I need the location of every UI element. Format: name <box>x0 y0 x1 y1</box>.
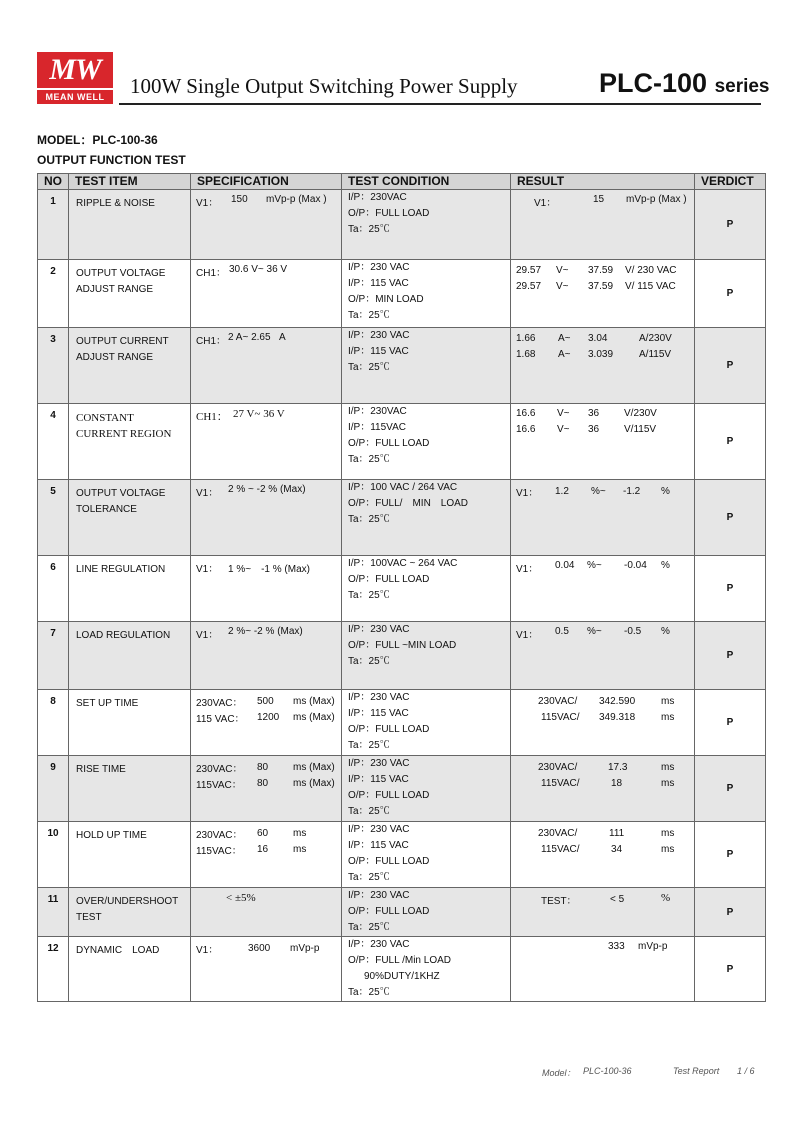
result-value: -0.5 <box>624 626 642 637</box>
spec-unit: A <box>279 332 286 343</box>
test-item <box>69 756 191 822</box>
result-unit: ms <box>661 844 675 855</box>
result-label: 230VAC/ <box>538 762 578 773</box>
spec-label: CH1： <box>196 268 227 279</box>
result <box>511 480 695 556</box>
result-value: 349.318 <box>599 712 636 723</box>
result-unit: A/230V <box>639 333 672 344</box>
result-value: 34 <box>611 844 623 855</box>
condition-line: I/P：230 VAC <box>348 824 410 835</box>
result <box>511 822 695 888</box>
verdict: P <box>695 556 766 622</box>
result-unit: V~ <box>557 408 570 419</box>
result-value: 1.68 <box>516 349 536 360</box>
test-item-line: TEST <box>76 912 102 923</box>
spec-value: 30.6 V~ 36 V <box>229 264 288 275</box>
result-value: 0.5 <box>555 626 569 637</box>
output-function-test-table <box>37 173 766 1002</box>
test-item-line: CURRENT REGION <box>76 428 172 440</box>
mean-well-logo <box>37 52 113 104</box>
spec-value: 1200 <box>257 712 280 723</box>
verdict: P <box>695 756 766 822</box>
condition-line: O/P：FULL LOAD <box>348 574 430 585</box>
result-value: 342.590 <box>599 696 636 707</box>
test-item <box>69 190 191 260</box>
spec-value: 80 <box>257 762 269 773</box>
result-value: 1.2 <box>555 486 569 497</box>
test-condition <box>342 822 511 888</box>
spec-value: 2 % ~ -2 % (Max) <box>228 484 306 495</box>
result-unit: A~ <box>558 333 571 344</box>
result-unit: A/115V <box>639 349 672 360</box>
result-unit: ms <box>661 828 675 839</box>
verdict: P <box>695 690 766 756</box>
result-value: 16.6 <box>516 424 536 435</box>
spec-label: V1： <box>196 945 219 956</box>
header-rule <box>119 103 761 105</box>
result-value: 29.57 <box>516 281 542 292</box>
spec-label: 230VAC： <box>196 830 243 841</box>
result-value: 333 <box>608 941 625 952</box>
row-no: 3 <box>38 328 69 404</box>
table-row <box>38 328 766 404</box>
condition-line: I/P：100 VAC / 264 VAC <box>348 482 458 493</box>
result <box>511 556 695 622</box>
condition-line: 90%DUTY/1KHZ <box>364 971 440 982</box>
spec-value: 2 A~ 2.65 <box>228 332 271 343</box>
test-item-line: ADJUST RANGE <box>76 352 154 363</box>
spec-label: V1： <box>196 630 219 641</box>
result-value: 3.04 <box>588 333 608 344</box>
result-value: 1.66 <box>516 333 536 344</box>
row-no: 6 <box>38 556 69 622</box>
row-no: 7 <box>38 622 69 690</box>
condition-line: Ta：25℃ <box>348 656 390 667</box>
condition-line: Ta：25℃ <box>348 806 390 817</box>
specification <box>191 480 342 556</box>
result-label: TEST： <box>541 896 577 907</box>
condition-line: I/P：115 VAC <box>348 840 409 851</box>
condition-line: I/P：115 VAC <box>348 774 409 785</box>
result-unit: % <box>661 626 670 637</box>
specification <box>191 622 342 690</box>
result-unit: V~ <box>557 424 570 435</box>
verdict: P <box>695 190 766 260</box>
condition-line: Ta：25℃ <box>348 310 390 321</box>
test-item <box>69 822 191 888</box>
condition-line: O/P：FULL LOAD <box>348 906 430 917</box>
footer-report: Test Report <box>673 1066 720 1076</box>
spec-label: CH1： <box>196 411 228 423</box>
spec-value: 150 <box>231 194 248 205</box>
test-item <box>69 622 191 690</box>
spec-value: 2 %~ -2 % (Max) <box>228 626 303 637</box>
test-item-line: OUTPUT VOLTAGE <box>76 268 166 279</box>
col-test-condition: TEST CONDITION <box>342 174 511 190</box>
result-value: 111 <box>609 828 625 839</box>
test-item-line: OUTPUT VOLTAGE <box>76 488 166 499</box>
spec-label: 230VAC： <box>196 698 243 709</box>
condition-line: I/P：230 VAC <box>348 330 410 341</box>
test-item-line: HOLD UP TIME <box>76 830 147 841</box>
condition-line: Ta：25℃ <box>348 987 390 998</box>
condition-line: I/P：230VAC <box>348 406 407 417</box>
condition-line: I/P：230 VAC <box>348 692 410 703</box>
condition-line: I/P：230 VAC <box>348 262 410 273</box>
spec-value: 500 <box>257 696 274 707</box>
test-item <box>69 556 191 622</box>
table-header-row <box>38 174 766 190</box>
condition-line: O/P：FULL LOAD <box>348 856 430 867</box>
verdict: P <box>695 822 766 888</box>
spec-unit: ms (Max) <box>293 762 335 773</box>
result-unit: % <box>661 486 670 497</box>
condition-line: I/P：115VAC <box>348 422 406 433</box>
test-item <box>69 404 191 480</box>
table-row <box>38 937 766 1002</box>
row-no: 11 <box>38 888 69 937</box>
result-value: < 5 <box>610 894 625 905</box>
spec-unit: ms <box>293 828 307 839</box>
result <box>511 404 695 480</box>
spec-label: V1： <box>196 198 219 209</box>
result <box>511 937 695 1002</box>
table-row <box>38 822 766 888</box>
spec-value: 3600 <box>248 943 271 954</box>
spec-unit: ms <box>293 844 307 855</box>
spec-value: 27 V~ 36 V <box>233 408 285 420</box>
result-label: 230VAC/ <box>538 696 578 707</box>
result-value: 17.3 <box>608 762 628 773</box>
specification <box>191 937 342 1002</box>
result-unit: % <box>661 892 671 904</box>
test-condition <box>342 260 511 328</box>
col-verdict: VERDICT <box>695 174 766 190</box>
row-no: 5 <box>38 480 69 556</box>
condition-line: Ta：25℃ <box>348 454 390 465</box>
spec-unit: ms (Max) <box>293 778 335 789</box>
test-item-line: RIPPLE & NOISE <box>76 198 155 209</box>
test-item-line: LINE REGULATION <box>76 564 166 575</box>
col-no: NO <box>38 174 69 190</box>
result-value: 37.59 <box>588 281 614 292</box>
test-item-line: CONSTANT <box>76 412 134 424</box>
spec-unit: mVp-p (Max ) <box>266 194 327 205</box>
condition-line: I/P：230VAC <box>348 192 407 203</box>
condition-line: Ta：25℃ <box>348 872 390 883</box>
result-value: 36 <box>588 408 600 419</box>
footer-page-number: 1 / 6 <box>737 1066 755 1076</box>
verdict: P <box>695 622 766 690</box>
condition-line: O/P：FULL ~MIN LOAD <box>348 640 457 651</box>
result-unit: mVp-p <box>638 941 668 952</box>
table-row <box>38 690 766 756</box>
result-unit: %~ <box>587 626 602 637</box>
condition-line: O/P：FULL /Min LOAD <box>348 955 451 966</box>
footer-model-value: PLC-100-36 <box>583 1066 632 1076</box>
verdict: P <box>695 260 766 328</box>
result-unit: ms <box>661 696 675 707</box>
row-no: 10 <box>38 822 69 888</box>
condition-line: O/P：FULL/ MIN LOAD <box>348 498 469 509</box>
result-label: V1： <box>516 564 539 575</box>
condition-line: I/P：230 VAC <box>348 939 410 950</box>
result <box>511 622 695 690</box>
logo-mark: MW <box>37 52 113 88</box>
test-condition <box>342 622 511 690</box>
test-item-line: LOAD REGULATION <box>76 630 171 641</box>
result-unit: ms <box>661 712 675 723</box>
result-value: -0.04 <box>624 560 647 571</box>
verdict: P <box>695 480 766 556</box>
result-value: 37.59 <box>588 265 614 276</box>
specification <box>191 260 342 328</box>
specification <box>191 822 342 888</box>
result-label: V1： <box>516 488 539 499</box>
result-label: 115VAC/ <box>541 712 580 723</box>
table-row <box>38 888 766 937</box>
table-row <box>38 622 766 690</box>
result-value: 16.6 <box>516 408 536 419</box>
section-title: OUTPUT FUNCTION TEST <box>37 153 186 167</box>
condition-line: O/P：FULL LOAD <box>348 724 430 735</box>
result <box>511 756 695 822</box>
table-row <box>38 190 766 260</box>
specification <box>191 556 342 622</box>
spec-label: 115VAC： <box>196 846 242 857</box>
result-unit: V/115V <box>624 424 657 435</box>
condition-line: I/P：230 VAC <box>348 890 410 901</box>
result-unit: %~ <box>587 560 602 571</box>
test-item <box>69 260 191 328</box>
result <box>511 888 695 937</box>
test-item-line: OVER/UNDERSHOOT <box>76 896 179 907</box>
spec-label: 115VAC： <box>196 780 242 791</box>
row-no: 1 <box>38 190 69 260</box>
test-condition <box>342 480 511 556</box>
row-no: 4 <box>38 404 69 480</box>
result-unit: ms <box>661 778 675 789</box>
result-value: 15 <box>593 194 605 205</box>
col-result: RESULT <box>511 174 695 190</box>
col-test-item: TEST ITEM <box>69 174 191 190</box>
spec-label: V1： <box>196 564 219 575</box>
test-item <box>69 888 191 937</box>
test-item <box>69 328 191 404</box>
result-label: V1： <box>534 198 557 209</box>
test-item-line: OUTPUT CURRENT <box>76 336 169 347</box>
spec-unit: ms (Max) <box>293 696 335 707</box>
spec-label: 230VAC： <box>196 764 243 775</box>
specification <box>191 404 342 480</box>
condition-line: Ta：25℃ <box>348 922 390 933</box>
condition-line: Ta：25℃ <box>348 740 390 751</box>
verdict: P <box>695 404 766 480</box>
condition-line: I/P：230 VAC <box>348 624 410 635</box>
spec-value: 1 %~ -1 % (Max) <box>228 564 310 575</box>
result <box>511 328 695 404</box>
condition-line: I/P：230 VAC <box>348 758 410 769</box>
model-label: MODEL：PLC-100-36 <box>37 133 158 147</box>
condition-line: I/P：115 VAC <box>348 708 409 719</box>
spec-value: 60 <box>257 828 269 839</box>
footer-model-label: Model： <box>542 1068 576 1078</box>
result-value: -1.2 <box>623 486 641 497</box>
result <box>511 690 695 756</box>
spec-label: CH1： <box>196 336 227 347</box>
row-no: 9 <box>38 756 69 822</box>
result-unit: V~ <box>556 265 569 276</box>
test-item-line: RISE TIME <box>76 764 126 775</box>
result-unit: ms <box>661 762 675 773</box>
result <box>511 260 695 328</box>
test-condition <box>342 404 511 480</box>
col-specification: SPECIFICATION <box>191 174 342 190</box>
condition-line: I/P：115 VAC <box>348 346 409 357</box>
verdict: P <box>695 888 766 937</box>
result-unit: %~ <box>591 486 606 497</box>
test-condition <box>342 190 511 260</box>
series-title <box>599 68 770 99</box>
condition-line: Ta：25℃ <box>348 514 390 525</box>
result <box>511 190 695 260</box>
table-row <box>38 556 766 622</box>
result-value: 0.04 <box>555 560 575 571</box>
result-label: 230VAC/ <box>538 828 578 839</box>
result-label: 115VAC/ <box>541 844 580 855</box>
result-label: V1： <box>516 630 539 641</box>
spec-value: 16 <box>257 844 269 855</box>
spec-value: 80 <box>257 778 269 789</box>
result-unit: mVp-p (Max ) <box>626 194 687 205</box>
test-item <box>69 480 191 556</box>
condition-line: O/P：FULL LOAD <box>348 438 430 449</box>
document-title: 100W Single Output Switching Power Supply <box>130 74 518 98</box>
result-value: 36 <box>588 424 600 435</box>
result-unit: % <box>661 560 670 571</box>
test-condition <box>342 556 511 622</box>
test-item-line: SET UP TIME <box>76 698 139 709</box>
condition-line: Ta：25℃ <box>348 590 390 601</box>
specification <box>191 328 342 404</box>
test-condition <box>342 888 511 937</box>
series-suffix: series <box>714 76 770 97</box>
test-condition <box>342 756 511 822</box>
condition-line: O/P：FULL LOAD <box>348 790 430 801</box>
table-row <box>38 480 766 556</box>
specification <box>191 190 342 260</box>
result-unit: V/ 115 VAC <box>625 281 676 292</box>
specification <box>191 756 342 822</box>
spec-label: V1： <box>196 488 219 499</box>
condition-line: I/P：100VAC ~ 264 VAC <box>348 558 458 569</box>
test-condition <box>342 690 511 756</box>
test-item-line: DYNAMIC LOAD <box>76 945 160 956</box>
result-value: 29.57 <box>516 265 542 276</box>
result-unit: V~ <box>556 281 569 292</box>
row-no: 2 <box>38 260 69 328</box>
test-item <box>69 937 191 1002</box>
condition-line: O/P：FULL LOAD <box>348 208 430 219</box>
condition-line: Ta：25℃ <box>348 362 390 373</box>
logo-text: MEAN WELL <box>37 88 113 104</box>
table-row <box>38 404 766 480</box>
result-unit: V/ 230 VAC <box>625 265 677 276</box>
row-no: 8 <box>38 690 69 756</box>
test-item-line: TOLERANCE <box>76 504 137 515</box>
result-value: 18 <box>611 778 623 789</box>
verdict: P <box>695 328 766 404</box>
test-condition <box>342 328 511 404</box>
result-label: 115VAC/ <box>541 778 580 789</box>
spec-unit: mVp-p <box>290 943 320 954</box>
result-value: 3.039 <box>588 349 614 360</box>
result-unit: V/230V <box>624 408 657 419</box>
spec-unit: ms (Max) <box>293 712 335 723</box>
test-condition <box>342 937 511 1002</box>
test-item-line: ADJUST RANGE <box>76 284 154 295</box>
result-unit: A~ <box>558 349 571 360</box>
condition-line: Ta：25℃ <box>348 224 390 235</box>
specification <box>191 690 342 756</box>
table-row <box>38 260 766 328</box>
spec-value: < ±5% <box>226 892 256 904</box>
spec-label: 115 VAC： <box>196 714 245 725</box>
series-name: PLC-100 <box>599 68 708 98</box>
condition-line: O/P：MIN LOAD <box>348 294 424 305</box>
verdict: P <box>695 937 766 1002</box>
table-row <box>38 756 766 822</box>
condition-line: I/P：115 VAC <box>348 278 409 289</box>
specification <box>191 888 342 937</box>
row-no: 12 <box>38 937 69 1002</box>
test-item <box>69 690 191 756</box>
